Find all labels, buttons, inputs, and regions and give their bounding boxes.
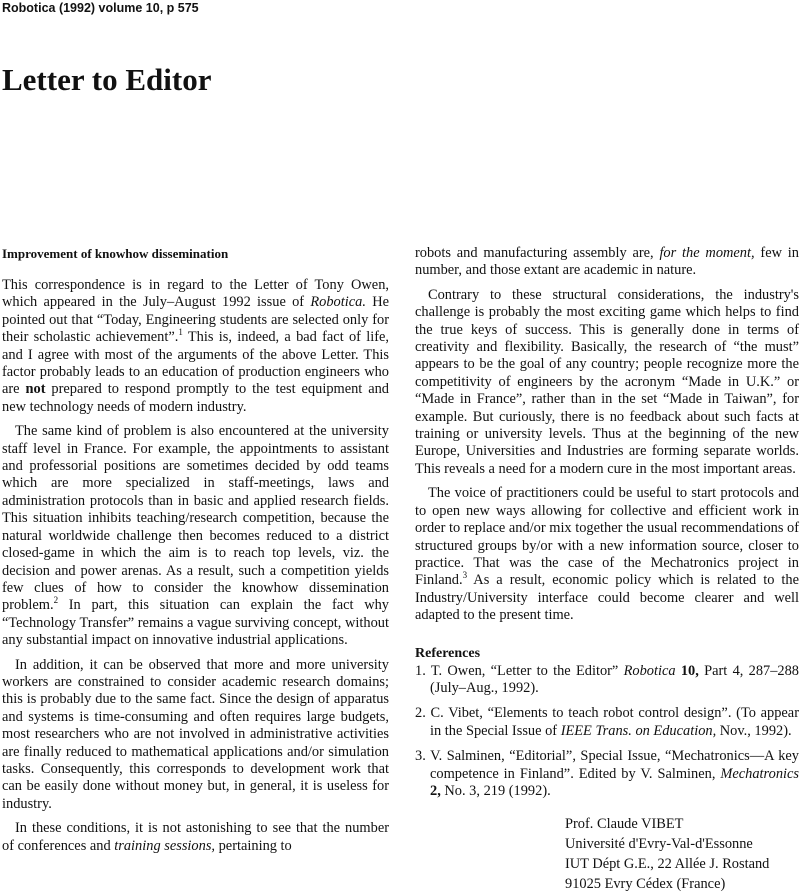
- left-column: [2, 245, 389, 862]
- paragraph-6: The voice of practitioners could be useful to start protocols and to open new ways allowing for collective and efficient work in order to replace and/or mix together the usual recommendations of structured groups by/or with a new information source, closer to practice. That was the case of the Mechatronics project in Finland.$^3$ As a result, economic policy which is related to the Industry/University interface could become clearer and well adapted to the present time.: [415, 485, 800, 624]
- footnote-ref-3: 3: [462, 570, 468, 581]
- right-column: [415, 245, 799, 894]
- reference-item: 1. T. Owen, “Letter to the Editor” Robotica 10, Part 4, 287–288 (July–Aug., 1992).: [415, 662, 799, 696]
- journal-name: Robotica.: [310, 294, 366, 311]
- paragraph-5: Contrary to these structural considerations, the industry's challenge is probably the most exciting game which helps to find the true keys of success. This is generally done in terms of creativity and flexibility. Basically, the research of “the must” appears to be the goal of any country; people recognize more the competitivity of engineers by the acronym “Made in U.K.” or “Made in France”, rather than in the set “Made in Taiwan”, for example. But curiously, there is no feedback about such facts at training or university levels. Thus at the beginning of the new Europe, Universities and Industries are forming separate worlds. This reveals a need for a modern cure in the most important areas.: [415, 286, 799, 477]
- journal-header: Robotica (1992) volume 10, p 575: [2, 1, 199, 15]
- author-name: Prof. Claude VIBET: [565, 816, 684, 833]
- reference-item: 3. V. Salminen, “Editorial”, Special Issue, “Mechatronics—A key competence in Finland”. Edited by V. Salminen, Mechatronics 2, No. 3, 219 (1992).: [415, 748, 799, 799]
- paragraph-4: In these conditions, it is not astonishing to see that the number of conferences and training sessions, pertaining to: [2, 820, 389, 854]
- paragraph-1: This correspondence is in regard to the Letter of Tony Owen, which appeared in the July–August 1992 issue of Robotica. He pointed out that “Today, Engineering students are selected only for their scholastic achievement”.$^1$ This is, indeed, a bad fact of life, and I agree with most of the arguments of the above Letter. This factor probably leads to an education of production engineers who are not prepared to respond promptly to the test equipment and new technology needs of modern industry.: [2, 277, 389, 415]
- author-city: 91025 Evry Cédex (France): [565, 876, 726, 893]
- footnote-ref-2: 2: [53, 595, 59, 606]
- page-title: Letter to Editor: [2, 62, 212, 97]
- section-heading: Improvement of knowhow dissemination: [2, 246, 229, 261]
- author-department: IUT Dépt G.E., 22 Allée J. Rostand: [565, 856, 770, 873]
- author-signature: [565, 814, 799, 894]
- footnote-ref-1: 1: [178, 327, 183, 338]
- reference-list: [415, 663, 799, 801]
- paragraph-2: The same kind of problem is also encountered at the university staff level in France. For example, the appointments to assistant and professorial positions are sometimes decided by odd teams which are more specialized in staff-meetings, laws and administration protocols than in basic and applied research fields. This situation inhibits teaching/research competition, because the natural worldwide challenge then becomes reduced to a district closed-game in which the aim is to reach top levels, viz. the decision and power arenas. As a result, such a competition yields few clues of how to consider the knowhow dissemination problem.$^2$ In part, this situation can explain the fact why “Technology Transfer” remains a vague surviving concept, without any substantial impact on innovative industrial applications.: [2, 423, 389, 649]
- paragraph-4-continued: robots and manufacturing assembly are, for the moment, few in number, and those extant are academic in nature.: [415, 245, 799, 279]
- paragraph-3: In addition, it can be observed that more and more university workers are constrained to consider academic research domains; this is probably due to the same fact. Since the design of apparatus and systems is time-consuming and often requires large budgets, most researchers who are not involved in administrative activities are finally reduced to mathematical applications and/or simulation tasks. Consequently, this corresponds to development work that can be easily done without money but, in general, it is useless for industry.: [2, 656, 389, 812]
- reference-item: 2. C. Vibet, “Elements to teach robot control design”. (To appear in the Special Issue of IEEE Trans. on Education, Nov., 1992).: [415, 705, 799, 739]
- references-heading: References: [415, 645, 481, 661]
- author-university: Université d'Evry-Val-d'Essonne: [565, 836, 753, 853]
